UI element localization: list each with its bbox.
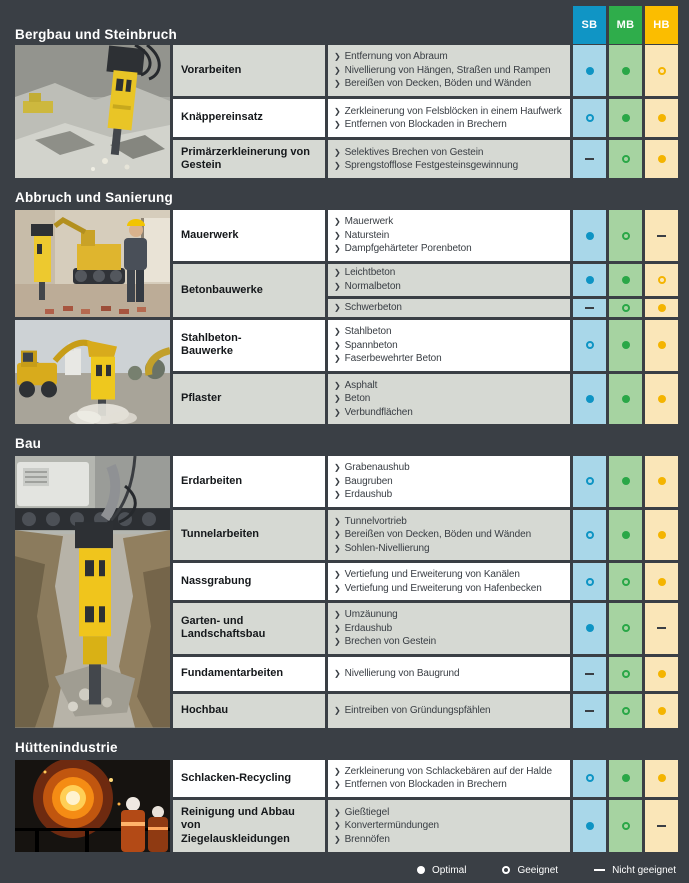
rating-cell-sb	[573, 99, 606, 137]
rating-optimal-icon	[622, 67, 630, 75]
chevron-right-icon: ❯	[334, 161, 341, 171]
detail-item	[334, 608, 564, 622]
rating-geeignet-icon	[622, 155, 630, 163]
rating-cell-sb	[573, 800, 606, 851]
chevron-right-icon: ❯	[334, 281, 341, 291]
row-details	[328, 45, 570, 96]
rating-optimal-icon	[658, 774, 666, 782]
detail-item-text: Asphalt	[344, 379, 378, 391]
rating-cell-hb	[645, 694, 678, 728]
rating-optimal-icon	[658, 155, 666, 163]
detail-item-text: Stahlbeton	[344, 326, 392, 337]
rating-geeignet-icon	[586, 114, 594, 122]
rating-cell-mb	[609, 800, 642, 851]
detail-item	[334, 118, 564, 132]
chevron-right-icon: ❯	[334, 780, 341, 790]
detail-item-text: Erdaushub	[344, 489, 393, 500]
chevron-right-icon: ❯	[334, 65, 341, 75]
rating-cell-mb	[609, 140, 642, 178]
rating-cell-sb	[573, 603, 606, 654]
rating-nicht-geeignet-icon	[585, 673, 594, 675]
photo-abbruch-outdoor	[15, 320, 170, 424]
detail-item-text: Entfernen von Blockaden in Brechern	[344, 119, 507, 131]
chevron-right-icon: ❯	[334, 407, 341, 417]
detail-item-text: Mauerwerk	[344, 216, 394, 228]
chevron-right-icon: ❯	[334, 766, 341, 776]
detail-item	[334, 461, 564, 475]
detail-item-text: Konvertermündungen	[344, 820, 439, 832]
chevron-right-icon: ❯	[334, 570, 341, 579]
row-details	[328, 603, 570, 654]
chevron-right-icon: ❯	[334, 79, 341, 89]
rating-cell-hb	[645, 210, 678, 261]
rating-cell-mb	[609, 99, 642, 137]
rating-cell-sb	[573, 320, 606, 371]
rating-optimal-icon	[622, 774, 630, 782]
detail-item	[334, 229, 564, 243]
detail-item	[334, 280, 564, 294]
rating-cell-hb	[645, 140, 678, 178]
rating-optimal-icon	[658, 531, 666, 539]
detail-item	[334, 301, 564, 315]
detail-item	[334, 242, 564, 256]
detail-item	[334, 819, 564, 833]
photo-bau-trench	[15, 456, 170, 728]
rating-cell-sb	[573, 140, 606, 178]
rating-optimal-icon	[658, 670, 666, 678]
legend-item-nicht-geeignet	[594, 865, 676, 876]
column-header-mb: MB	[609, 6, 642, 44]
rating-nicht-geeignet-icon	[585, 158, 594, 160]
row-label: Primärzerkleinerung von Gestein	[173, 140, 325, 178]
row-details	[328, 99, 570, 137]
rating-cell-sb	[573, 456, 606, 507]
row-details	[328, 264, 570, 296]
rating-optimal-icon	[622, 341, 630, 349]
detail-item	[334, 765, 564, 779]
rating-cell-sb	[573, 657, 606, 691]
section-title-bergbau: Bergbau und Steinbruch	[15, 27, 177, 42]
detail-item-text: Bereißen von Decken, Böden und Wänden	[344, 78, 532, 90]
detail-item-text: Sohlen-Nivellierung	[344, 542, 430, 554]
detail-item-text: Selektives Brechen von Gestein	[344, 146, 484, 158]
legend-label: Geeignet	[517, 864, 559, 876]
rating-cell-sb	[573, 563, 606, 600]
detail-item-text: Nivellierung von Hängen, Straßen und Rampen	[344, 64, 551, 76]
row-label: Knäppereinsatz	[173, 99, 325, 137]
detail-item-text: Entfernung von Abraum	[344, 51, 448, 63]
detail-item	[334, 105, 564, 119]
chevron-right-icon: ❯	[334, 610, 341, 619]
rating-cell-mb	[609, 456, 642, 507]
detail-item	[334, 778, 564, 792]
rating-cell-sb	[573, 264, 606, 296]
chevron-right-icon: ❯	[334, 394, 341, 403]
rating-geeignet-icon	[622, 232, 630, 240]
detail-item	[334, 64, 564, 78]
detail-item	[334, 542, 564, 556]
row-details	[328, 456, 570, 507]
rating-optimal-icon	[586, 276, 594, 284]
legend	[15, 865, 678, 876]
rating-optimal-icon	[586, 67, 594, 75]
rating-geeignet-icon	[622, 670, 630, 678]
rating-nicht-geeignet-icon	[585, 710, 594, 712]
row-label: Betonbauwerke	[173, 264, 325, 317]
rating-cell-mb	[609, 374, 642, 425]
chevron-right-icon: ❯	[334, 52, 341, 62]
detail-item-text: Erdaushub	[344, 622, 393, 634]
row-details	[328, 510, 570, 561]
column-headers	[573, 6, 678, 44]
row-label: Vorarbeiten	[173, 45, 325, 96]
rating-cell-hb	[645, 510, 678, 561]
detail-item	[334, 704, 564, 718]
detail-item	[334, 582, 564, 596]
rating-cell-mb	[609, 510, 642, 561]
rating-cell-mb	[609, 320, 642, 371]
rating-cell-mb	[609, 694, 642, 728]
row-label: Nassgrabung	[173, 563, 325, 600]
detail-item	[334, 475, 564, 489]
rating-geeignet-icon	[658, 276, 666, 284]
rating-cell-mb	[609, 657, 642, 691]
rating-cell-sb	[573, 760, 606, 798]
rating-cell-hb	[645, 45, 678, 96]
rating-cell-mb	[609, 264, 642, 296]
photo-huetten-furnace	[15, 760, 170, 852]
rating-optimal-icon	[658, 341, 666, 349]
rating-cell-mb	[609, 563, 642, 600]
rating-optimal-icon	[586, 395, 594, 403]
rating-cell-sb	[573, 210, 606, 261]
rating-optimal-icon	[658, 114, 666, 122]
detail-item	[334, 833, 564, 847]
detail-item	[334, 159, 564, 173]
chevron-right-icon: ❯	[334, 120, 341, 130]
rating-cell-hb	[645, 657, 678, 691]
rating-optimal-icon	[586, 624, 594, 632]
rating-nicht-geeignet-icon	[657, 235, 666, 237]
row-details	[328, 210, 570, 261]
page-header	[15, 0, 678, 45]
detail-item	[334, 568, 564, 582]
row-details	[328, 657, 570, 691]
detail-item-text: Leichtbeton	[344, 267, 396, 279]
rating-optimal-icon	[658, 477, 666, 485]
rating-optimal-icon	[622, 114, 630, 122]
chevron-right-icon: ❯	[334, 463, 341, 472]
detail-item	[334, 77, 564, 91]
rating-geeignet-icon	[586, 774, 594, 782]
rating-geeignet-icon	[622, 578, 630, 586]
chevron-right-icon: ❯	[334, 623, 341, 633]
legend-label: Optimal	[432, 864, 467, 876]
row-details	[328, 800, 570, 851]
detail-item-text: Sprengstofflose Festgesteinsgewinnung	[344, 160, 519, 172]
row-details	[328, 760, 570, 798]
nicht-geeignet-dash-icon	[594, 869, 605, 871]
detail-item	[334, 622, 564, 636]
row-details	[328, 694, 570, 728]
row-details	[328, 320, 570, 371]
chevron-right-icon: ❯	[334, 637, 341, 646]
row-label: Reinigung und Abbau von Ziegelauskleidungen	[173, 800, 325, 851]
rating-optimal-icon	[586, 822, 594, 830]
detail-item-text: Grabenaushub	[344, 462, 410, 473]
section-title: Abbruch und Sanierung	[15, 190, 173, 205]
chevron-right-icon: ❯	[334, 583, 341, 593]
detail-item-text: Baugruben	[344, 475, 393, 487]
detail-item	[334, 379, 564, 393]
detail-item	[334, 325, 564, 339]
detail-item	[334, 667, 564, 681]
section-title: Hüttenindustrie	[15, 739, 118, 755]
detail-item-text: Naturstein	[344, 229, 390, 241]
row-label: Mauerwerk	[173, 210, 325, 261]
row-label: Stahlbeton- Bauwerke	[173, 320, 325, 371]
detail-item-text: Dampfgehärteter Porenbeton	[344, 243, 472, 255]
row-label: Garten- und Landschaftsbau	[173, 603, 325, 654]
chevron-right-icon: ❯	[334, 530, 341, 539]
row-label: Erdarbeiten	[173, 456, 325, 507]
detail-item	[334, 215, 564, 229]
rating-nicht-geeignet-icon	[585, 307, 594, 309]
rating-cell-sb	[573, 299, 606, 317]
rating-cell-hb	[645, 320, 678, 371]
legend-item-optimal	[417, 865, 466, 876]
section-table	[15, 45, 678, 178]
detail-item	[334, 528, 564, 542]
row-label: Fundamentarbeiten	[173, 657, 325, 691]
chevron-right-icon: ❯	[334, 490, 341, 499]
detail-item-text: Nivellierung von Baugrund	[344, 667, 460, 679]
detail-item-text: Tunnelvortrieb	[344, 515, 407, 527]
detail-item	[334, 635, 564, 649]
section-table	[15, 456, 678, 728]
optimal-dot-icon	[417, 866, 425, 874]
chevron-right-icon: ❯	[334, 705, 341, 715]
photo-bergbau-breaker	[15, 45, 170, 178]
chevron-right-icon: ❯	[334, 543, 341, 553]
rating-geeignet-icon	[658, 67, 666, 75]
section-title: Bau	[15, 436, 42, 451]
chevron-right-icon: ❯	[334, 340, 341, 350]
section-table	[15, 760, 678, 852]
rating-cell-hb	[645, 603, 678, 654]
detail-item	[334, 352, 564, 366]
rating-geeignet-icon	[586, 531, 594, 539]
rating-optimal-icon	[658, 395, 666, 403]
column-header-sb: SB	[573, 6, 606, 44]
chevron-right-icon: ❯	[334, 380, 341, 390]
chevron-right-icon: ❯	[334, 821, 341, 831]
rating-cell-mb	[609, 603, 642, 654]
chevron-right-icon: ❯	[334, 244, 341, 254]
rating-geeignet-icon	[622, 707, 630, 715]
chevron-right-icon: ❯	[334, 268, 341, 278]
rating-cell-mb	[609, 45, 642, 96]
detail-item-text: Gießtiegel	[344, 806, 390, 818]
detail-item-text: Normalbeton	[344, 280, 401, 292]
rating-nicht-geeignet-icon	[657, 627, 666, 629]
column-header-hb: HB	[645, 6, 678, 44]
rating-cell-hb	[645, 800, 678, 851]
rating-cell-hb	[645, 264, 678, 296]
rating-geeignet-icon	[586, 578, 594, 586]
chevron-right-icon: ❯	[334, 230, 341, 240]
rating-optimal-icon	[586, 232, 594, 240]
detail-item	[334, 488, 564, 502]
detail-item-text: Beton	[344, 393, 371, 404]
rating-cell-sb	[573, 374, 606, 425]
rating-optimal-icon	[622, 531, 630, 539]
rating-cell-hb	[645, 760, 678, 798]
row-details	[328, 563, 570, 600]
legend-item-geeignet	[502, 865, 558, 876]
detail-item-text: Faserbewehrter Beton	[344, 353, 442, 364]
row-details	[328, 140, 570, 178]
chevron-right-icon: ❯	[334, 106, 341, 116]
detail-item-text: Schwerbeton	[344, 302, 402, 314]
rating-optimal-icon	[658, 578, 666, 586]
chevron-right-icon: ❯	[334, 476, 341, 486]
rating-geeignet-icon	[622, 624, 630, 632]
row-details	[328, 299, 570, 317]
detail-item-text: Vertiefung und Erweiterung von Kanälen	[344, 569, 520, 580]
detail-item-text: Verbundflächen	[344, 406, 413, 418]
sections	[15, 45, 678, 852]
rating-cell-hb	[645, 563, 678, 600]
chevron-right-icon: ❯	[334, 354, 341, 363]
rating-cell-hb	[645, 456, 678, 507]
rating-cell-hb	[645, 299, 678, 317]
detail-item-text: Entfernen von Blockaden in Brechern	[344, 779, 507, 791]
rating-geeignet-icon	[586, 341, 594, 349]
detail-item-text: Brennöfen	[344, 833, 390, 845]
detail-item-text: Zerkleinerung von Felsblöcken in einem Haufwerk	[344, 105, 562, 117]
row-label: Hochbau	[173, 694, 325, 728]
detail-item	[334, 339, 564, 353]
chevron-right-icon: ❯	[334, 834, 341, 844]
detail-item-text: Spannbeton	[344, 339, 398, 351]
rating-geeignet-icon	[622, 304, 630, 312]
rating-optimal-icon	[622, 395, 630, 403]
chevron-right-icon: ❯	[334, 668, 341, 678]
photo-abbruch-indoor	[15, 210, 170, 317]
detail-item-text: Bereißen von Decken, Böden und Wänden	[344, 529, 532, 540]
rating-cell-sb	[573, 510, 606, 561]
chevron-right-icon: ❯	[334, 303, 341, 313]
detail-item	[334, 406, 564, 420]
detail-item-text: Umzäunung	[344, 609, 398, 620]
rating-geeignet-icon	[622, 822, 630, 830]
rating-optimal-icon	[658, 304, 666, 312]
rating-nicht-geeignet-icon	[657, 825, 666, 827]
detail-item	[334, 392, 564, 406]
rating-cell-hb	[645, 374, 678, 425]
detail-item	[334, 146, 564, 160]
rating-cell-mb	[609, 299, 642, 317]
rating-geeignet-icon	[586, 477, 594, 485]
legend-label: Nicht geeignet	[612, 864, 676, 876]
detail-item	[334, 266, 564, 280]
detail-item-text: Eintreiben von Gründungspfählen	[344, 704, 491, 716]
rating-cell-mb	[609, 760, 642, 798]
row-details	[328, 374, 570, 425]
row-label: Pflaster	[173, 374, 325, 425]
row-label: Tunnelarbeiten	[173, 510, 325, 561]
detail-item-text: Zerkleinerung von Schlackebären auf der Halde	[344, 765, 552, 777]
chevron-right-icon: ❯	[334, 327, 341, 336]
rating-optimal-icon	[622, 477, 630, 485]
chevron-right-icon: ❯	[334, 807, 341, 817]
rating-cell-sb	[573, 694, 606, 728]
rating-optimal-icon	[658, 707, 666, 715]
rating-optimal-icon	[622, 276, 630, 284]
rating-cell-hb	[645, 99, 678, 137]
detail-item	[334, 806, 564, 820]
section-table	[15, 210, 678, 424]
chevron-right-icon: ❯	[334, 516, 341, 526]
rating-cell-sb	[573, 45, 606, 96]
geeignet-circle-icon	[502, 866, 510, 874]
row-label: Schlacken-Recycling	[173, 760, 325, 798]
detail-item	[334, 50, 564, 64]
detail-item-text: Brechen von Gestein	[344, 636, 437, 647]
rating-cell-mb	[609, 210, 642, 261]
chevron-right-icon: ❯	[334, 217, 341, 227]
detail-item	[334, 515, 564, 529]
chevron-right-icon: ❯	[334, 147, 341, 157]
detail-item-text: Vertiefung und Erweiterung von Hafenbecken	[344, 582, 542, 594]
